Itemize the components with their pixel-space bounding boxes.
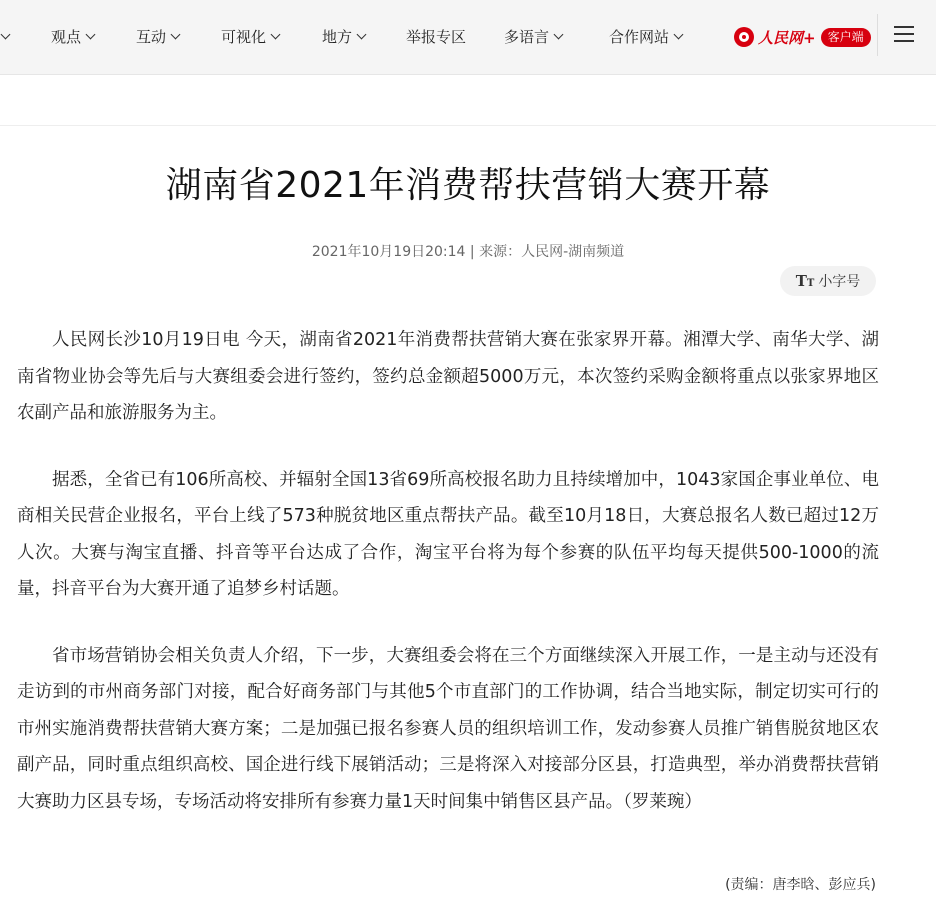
nav-item-label: 互动 xyxy=(136,28,167,46)
article-paragraph: 人民网长沙10月19日电 今天，湖南省2021年消费帮扶营销大赛在张家界开幕。湘潭大学、南华大学、湖南省物业协会等先后与大赛组委会进行签约，签约总金额超5000万元，本次签约采购金额将重点以张家界地区农副产品和旅游服务为主。 xyxy=(17,330,879,423)
nav-item-label: 可视化 xyxy=(221,28,267,46)
meta-separator: | xyxy=(469,244,475,260)
nav-item-partners[interactable] xyxy=(609,26,682,48)
chevron-down-icon xyxy=(1,30,11,40)
hamburger-menu-icon[interactable] xyxy=(894,24,914,42)
font-size-icon: TT xyxy=(795,272,815,290)
font-size-toggle-label: 小字号 xyxy=(818,274,861,290)
article-body xyxy=(17,322,879,850)
chevron-down-icon xyxy=(171,30,181,40)
nav-item-interaction[interactable] xyxy=(136,26,179,48)
nav-item-visualization[interactable] xyxy=(221,26,279,48)
nav-item-label: 多语言 xyxy=(504,28,550,46)
menu-divider xyxy=(877,14,878,56)
article-title: 湖南省2021年消费帮扶营销大赛开幕 xyxy=(165,165,771,206)
nav-item-viewpoint[interactable] xyxy=(51,26,94,48)
app-badge: 客户端 xyxy=(821,28,871,47)
font-size-toggle-button[interactable] xyxy=(780,266,876,296)
chevron-down-icon xyxy=(86,30,96,40)
brand-name: 人民网+ xyxy=(758,28,816,47)
article-source: 来源：人民网-湖南频道 xyxy=(479,244,625,260)
chevron-down-icon xyxy=(674,30,684,40)
publish-date: 2021年10月19日20:14 xyxy=(311,244,466,260)
section-divider xyxy=(0,125,936,126)
nav-item-multilingual[interactable] xyxy=(504,26,562,48)
nav-item-label: 合作网站 xyxy=(609,28,670,46)
nav-item-label: 观点 xyxy=(51,28,82,46)
article-paragraph: 省市场营销协会相关负责人介绍，下一步，大赛组委会将在三个方面继续深入开展工作，一是主动与还没有走访到的市州商务部门对接，配合好商务部门与其他5个市直部门的工作协调，结合当地实际，制定切实可行的市州实施消费帮扶营销大赛方案；二是加强已报名参赛人员的组织培训工作，发动参赛人员推广销售脱贫地区农副产品，同时重点组织高校、国企进行线下展销活动；三是将深入对接部分区县，打造典型，举办消费帮扶营销大赛助力区县专场，专场活动将安排所有参赛力量1天时间集中销售区县产品。（罗莱琬） xyxy=(17,645,879,812)
editor-credit: (责编：唐李晗、彭应兵) xyxy=(725,877,876,893)
nav-item-local[interactable] xyxy=(322,26,365,48)
article-meta xyxy=(0,241,936,263)
chevron-down-icon xyxy=(357,30,367,40)
people-logo-icon xyxy=(734,27,754,47)
nav-item-report[interactable] xyxy=(406,26,466,48)
article-paragraph: 据悉，全省已有106所高校、并辐射全国13省69所高校报名助力且持续增加中，1043家国企事业单位、电商相关民营企业报名，平台上线了573种脱贫地区重点帮扶产品。截至10月18日，大赛总报名人数已超过12万人次。大赛与淘宝直播、抖音等平台达成了合作，淘宝平台将为每个参赛的队伍平均每天提供500-1000的流量，抖音平台为大赛开通了追梦乡村话题。 xyxy=(17,469,879,599)
chevron-down-icon xyxy=(554,30,564,40)
top-navigation xyxy=(0,0,936,75)
nav-item-label: 地方 xyxy=(322,28,353,46)
nav-dropdown-chevron[interactable] xyxy=(0,26,9,48)
chevron-down-icon xyxy=(271,30,281,40)
nav-item-label: 举报专区 xyxy=(406,28,467,46)
brand-app-link[interactable] xyxy=(734,25,871,49)
